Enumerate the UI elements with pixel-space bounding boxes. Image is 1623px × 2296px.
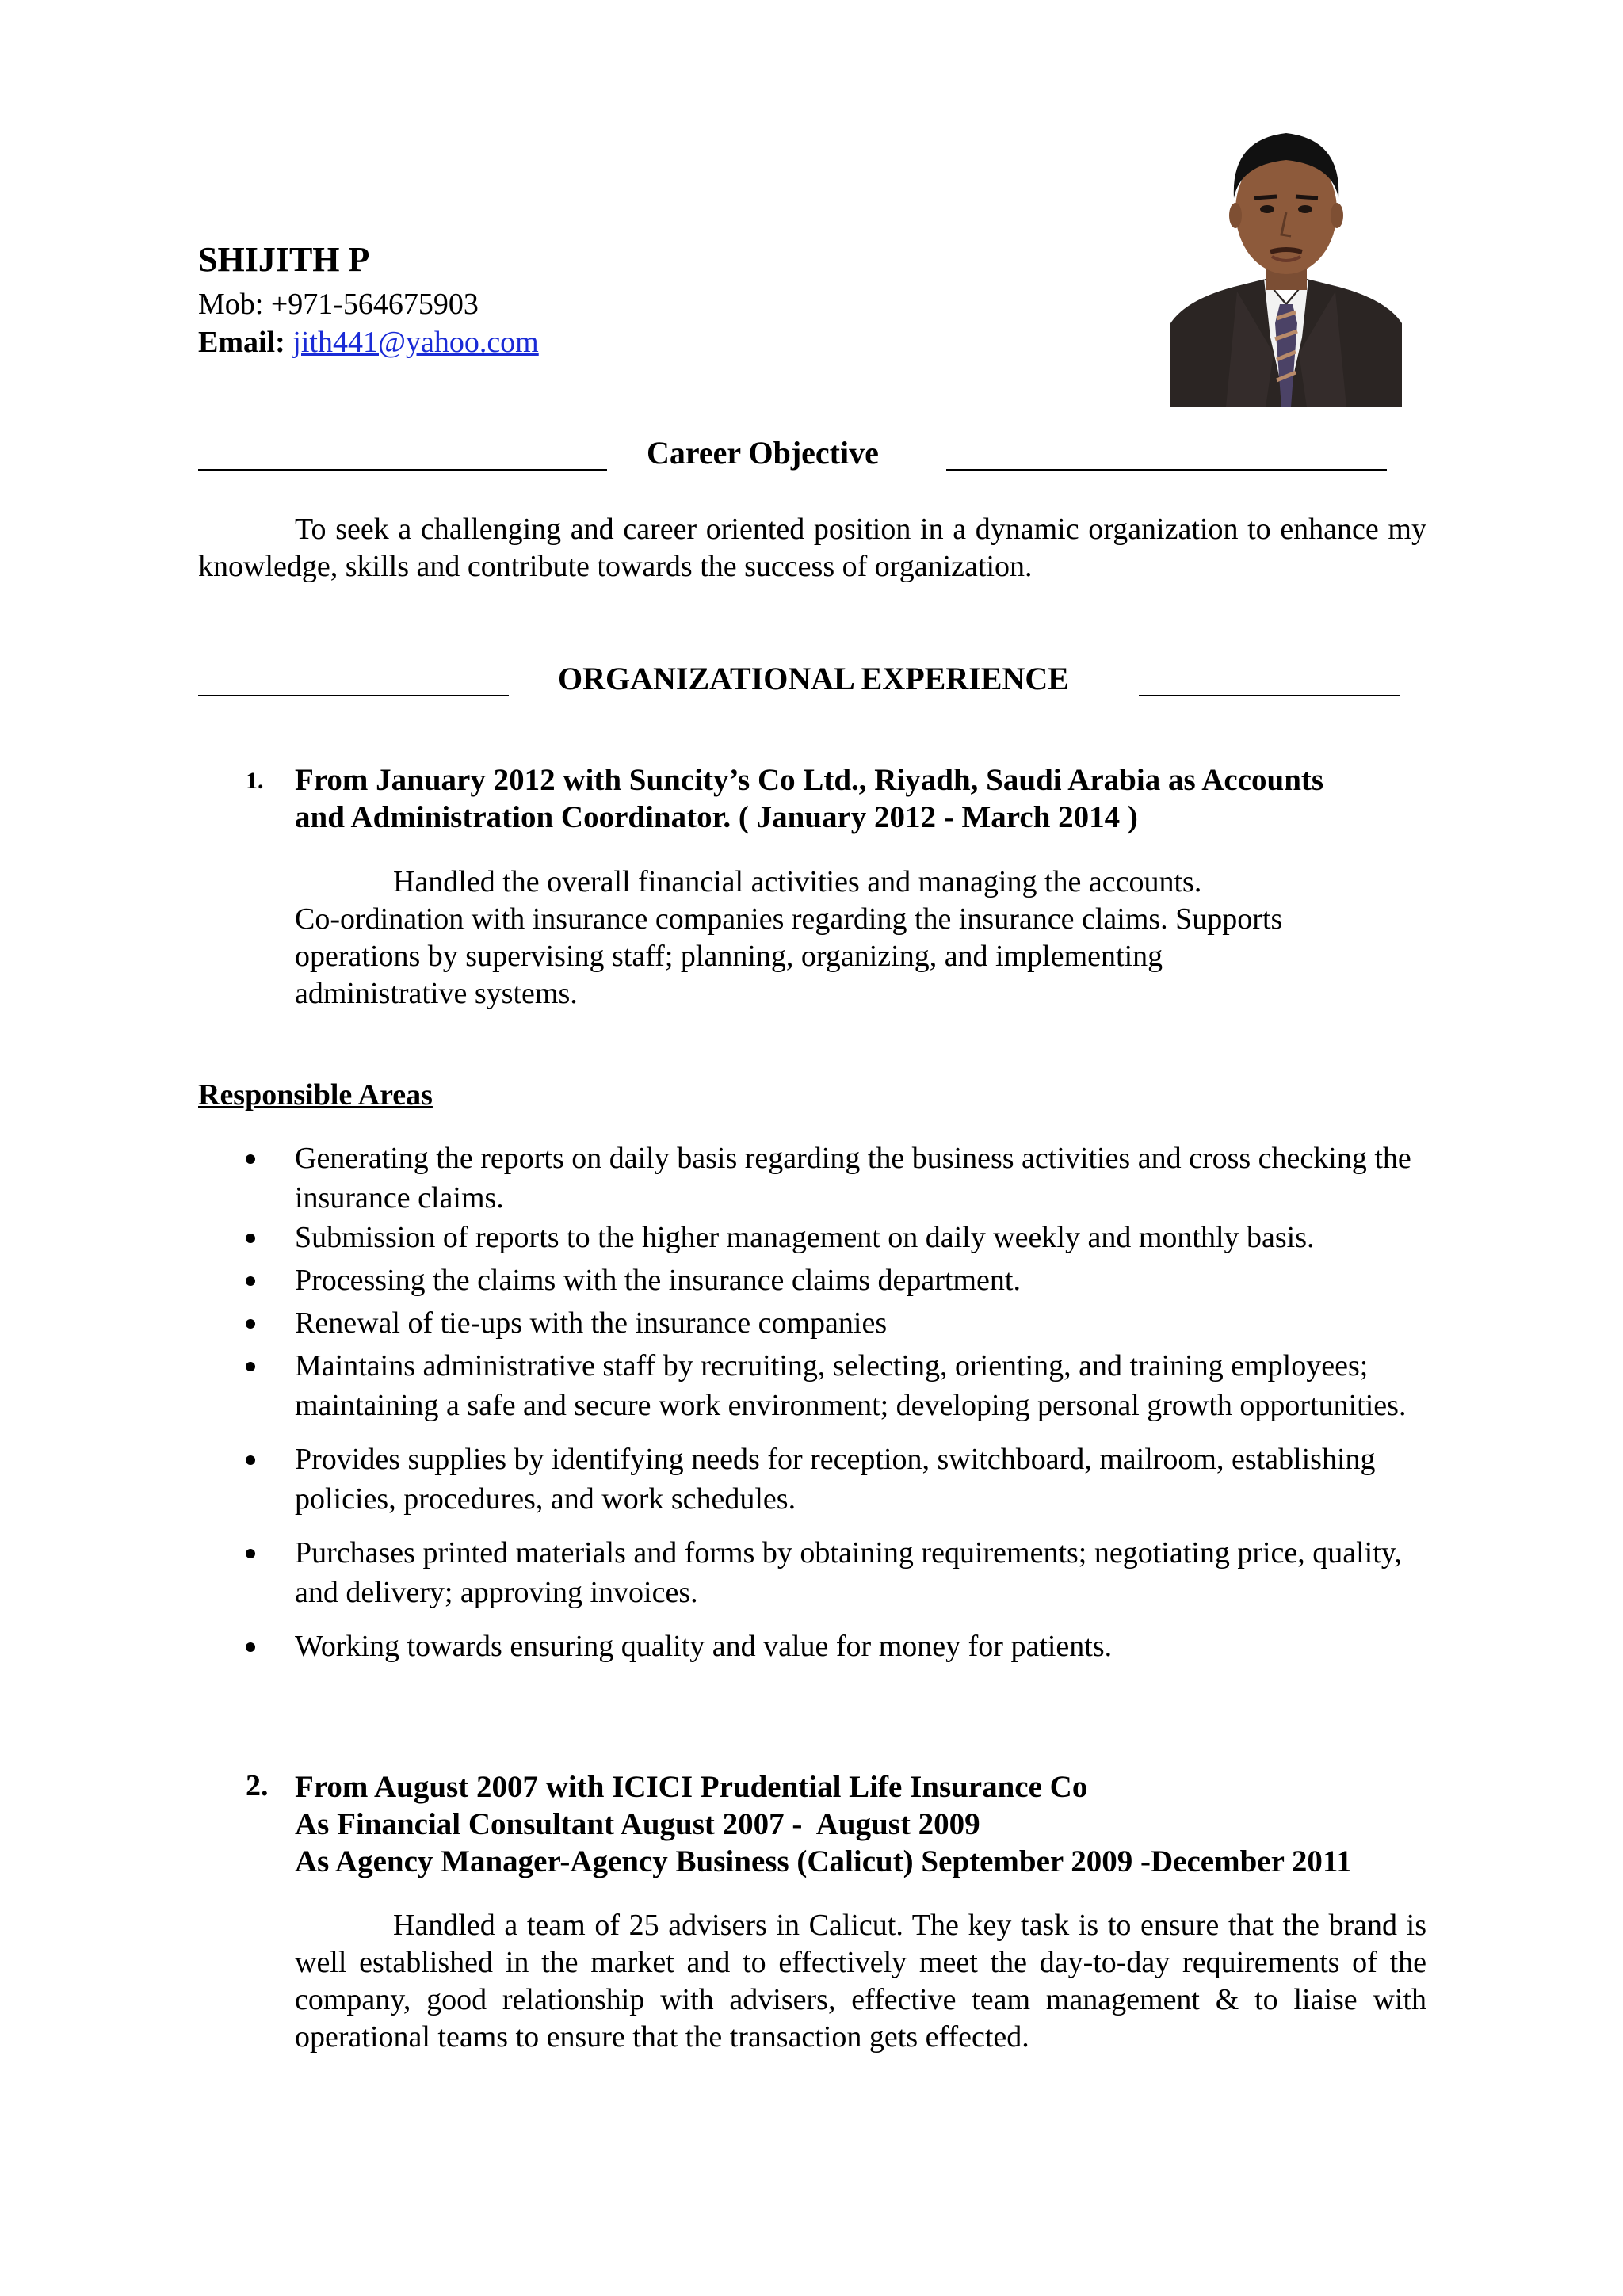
divider-left: [198, 695, 509, 696]
bullet-icon: [246, 1276, 255, 1286]
list-item: Processing the claims with the insurance claims department.: [246, 1261, 1434, 1300]
experience-heading: ORGANIZATIONAL EXPERIENCE: [558, 661, 1069, 696]
bullet-icon: [246, 1362, 255, 1371]
job-title-line: From August 2007 with ICICI Prudential Life Insurance Co: [295, 1770, 1088, 1804]
job-description-line: administrative systems.: [295, 977, 578, 1010]
mobile-number: Mob: +971-564675903: [198, 288, 479, 321]
profile-photo: [1170, 116, 1402, 407]
job-title-line: and Administration Coordinator. ( January 2012 - March 2014 ): [295, 800, 1138, 834]
job-title-line: As Agency Manager-Agency Business (Calicut) September 2009 -December 2011: [295, 1844, 1352, 1878]
job-number: 1.: [246, 768, 264, 794]
responsibilities-list: [246, 1138, 1434, 1666]
career-objective-heading: Career Objective: [647, 435, 879, 471]
bullet-icon: [246, 1234, 255, 1243]
job-description-line: Handled the overall financial activities and managing the accounts.: [393, 865, 1202, 898]
list-item: Generating the reports on daily basis regarding the business activities and cross checking the insurance claims.: [246, 1138, 1434, 1218]
list-item: Maintains administrative staff by recruiting, selecting, orienting, and training employees; maintaining a safe and secure work environment; developing personal growth opportunities.: [246, 1346, 1434, 1425]
email-line: [198, 325, 539, 361]
job-description: [295, 864, 1452, 1013]
divider-right: [946, 469, 1387, 471]
job-description-line: operations by supervising staff; planning, organizing, and implementing: [295, 940, 1163, 973]
job-description: Handled a team of 25 advisers in Calicut. The key task is to ensure that the brand is well established in the market and to effectively meet the day-to-day requirements of the company, good relationship with advisers, effective team management & to liaise with operational teams to ensure that the transaction gets effected.: [295, 1909, 1426, 2054]
list-item: Working towards ensuring quality and value for money for patients.: [246, 1627, 1434, 1666]
job-title: [295, 1768, 1468, 1880]
job-number: 2.: [246, 1769, 269, 1802]
list-item: Renewal of tie-ups with the insurance companies: [246, 1303, 1434, 1343]
responsible-areas-heading: Responsible Areas: [198, 1078, 433, 1112]
job-description-line: Co-ordination with insurance companies regarding the insurance claims. Supports: [295, 902, 1283, 936]
list-item: Provides supplies by identifying needs for reception, switchboard, mailroom, establishing policies, procedures, and work schedules.: [246, 1440, 1434, 1519]
bullet-icon: [246, 1549, 255, 1558]
bullet-icon: [246, 1642, 255, 1652]
job-title: [295, 761, 1452, 836]
email-label: Email:: [198, 326, 285, 359]
career-objective-text: To seek a challenging and career oriented position in a dynamic organization to enhance my knowledge, skills and contribute towards the success of organization.: [198, 513, 1426, 583]
job-title-line: As Financial Consultant August 2007 - August 2009: [295, 1807, 980, 1841]
email-link[interactable]: jith441@yahoo.com: [292, 326, 539, 359]
bullet-icon: [246, 1154, 255, 1164]
list-item: Submission of reports to the higher management on daily weekly and monthly basis.: [246, 1218, 1434, 1257]
divider-right: [1139, 695, 1400, 696]
list-item: Purchases printed materials and forms by obtaining requirements; negotiating price, quality, and delivery; approving invoices.: [246, 1533, 1434, 1612]
bullet-icon: [246, 1319, 255, 1329]
divider-left: [198, 469, 607, 471]
job-title-line: From January 2012 with Suncity’s Co Ltd., Riyadh, Saudi Arabia as Accounts: [295, 763, 1324, 797]
bullet-icon: [246, 1455, 255, 1465]
candidate-name: SHIJITH P: [198, 240, 370, 279]
